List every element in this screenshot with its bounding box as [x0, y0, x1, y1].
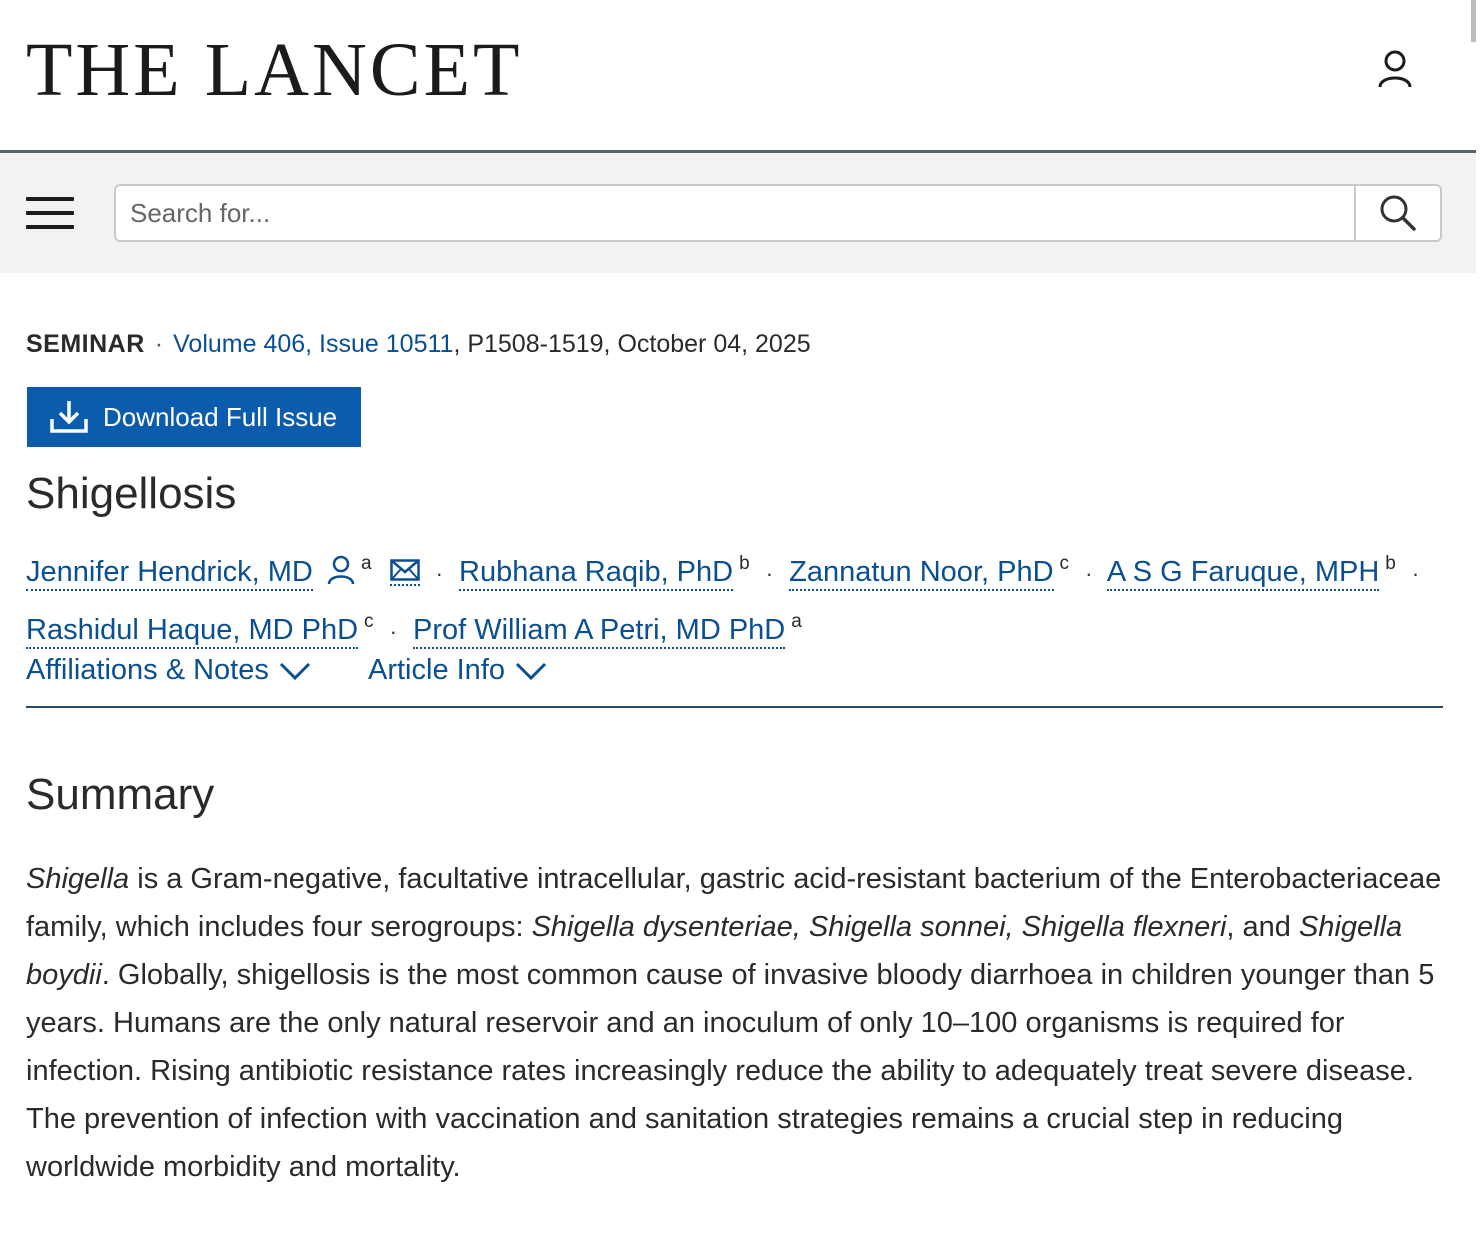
search-box — [114, 184, 1442, 242]
user-icon — [1377, 49, 1413, 89]
author-separator: · — [765, 561, 774, 586]
author-separator: · — [389, 619, 397, 644]
author-separator: · — [1085, 561, 1093, 586]
volume-issue-link[interactable]: Volume 406, Issue 10511 — [173, 330, 454, 358]
tab-article-info[interactable] — [368, 654, 547, 687]
author-link[interactable]: Zannatun Noor, PhD — [789, 556, 1053, 591]
download-full-issue-button[interactable] — [27, 387, 361, 447]
author-link[interactable]: A S G Faruque, MPH — [1107, 556, 1379, 591]
pages-date: , P1508-1519, October 04, 2025 — [453, 330, 811, 358]
affiliation-marker: c — [364, 611, 374, 632]
chevron-down-icon — [279, 661, 311, 681]
affiliation-marker: c — [1059, 553, 1070, 574]
author-separator: · — [435, 561, 443, 586]
journal-logo[interactable]: THE LANCET — [26, 28, 523, 112]
tab-affiliations-notes[interactable] — [26, 654, 311, 687]
summary-text — [26, 855, 1446, 1191]
article-title: Shigellosis — [26, 469, 237, 518]
download-icon — [49, 399, 89, 435]
summary-italic: Shigella — [26, 863, 130, 895]
menu-button[interactable] — [26, 193, 80, 233]
affiliation-marker: a — [791, 611, 802, 632]
author-link[interactable]: Rashidul Haque, MD PhD — [26, 614, 358, 649]
download-label: Download Full Issue — [103, 401, 338, 432]
summary-segment: . Globally, shigellosis is the most common cause of invasive bloody diarrhoea in children younger than 5 years. Humans are the only natural reservoir and an inoculum of only 10–100 organisms is required for infection. Rising antibiotic resistance rates increasingly reduce the ability to adequately treat severe disease. The prevention of infection with vaccination and sanitation strategies remains a crucial step in reducing worldwide morbidity and mortality. — [26, 959, 1435, 1183]
author-link[interactable]: Prof William A Petri, MD PhD — [413, 614, 785, 649]
search-submit-button[interactable] — [1354, 186, 1440, 240]
search-bar — [0, 153, 1476, 273]
summary-heading: Summary — [26, 770, 215, 819]
masthead — [0, 0, 1476, 153]
scrollbar-thumb[interactable] — [1471, 0, 1476, 42]
tab-label: Article Info — [368, 654, 505, 686]
author-link[interactable]: Rubhana Raqib, PhD — [459, 556, 733, 591]
article-meta — [26, 330, 811, 359]
affiliation-marker: b — [1385, 553, 1396, 574]
email-link[interactable] — [390, 559, 420, 586]
account-button[interactable] — [1372, 46, 1418, 92]
article-tabs — [26, 654, 1443, 708]
corresponding-author-icon[interactable] — [327, 555, 355, 585]
mail-icon — [390, 559, 420, 581]
affiliation-marker: a — [360, 553, 372, 574]
hamburger-icon — [26, 197, 74, 201]
author-link[interactable]: Jennifer Hendrick, MD — [26, 556, 313, 591]
tab-label: Affiliations & Notes — [26, 654, 269, 686]
search-input[interactable] — [116, 186, 1354, 240]
search-icon — [1379, 194, 1417, 232]
summary-segment: is a Gram-negative, facultative intracellular, gastric acid-resistant bacterium of the Enterobacteriaceae family, which includes four serogroups: — [26, 863, 1442, 943]
chevron-down-icon — [515, 661, 547, 681]
author-list — [26, 540, 1456, 656]
meta-separator: · — [154, 330, 164, 358]
summary-italic: Shigella dysenteriae, Shigella sonnei, Shigella flexneri — [531, 911, 1227, 943]
affiliation-marker: b — [739, 553, 750, 574]
article-type: SEMINAR — [26, 330, 145, 358]
summary-italic: Shigella boydii — [26, 911, 1403, 991]
author-separator: · — [1411, 561, 1420, 586]
summary-segment: , and — [1226, 911, 1299, 943]
